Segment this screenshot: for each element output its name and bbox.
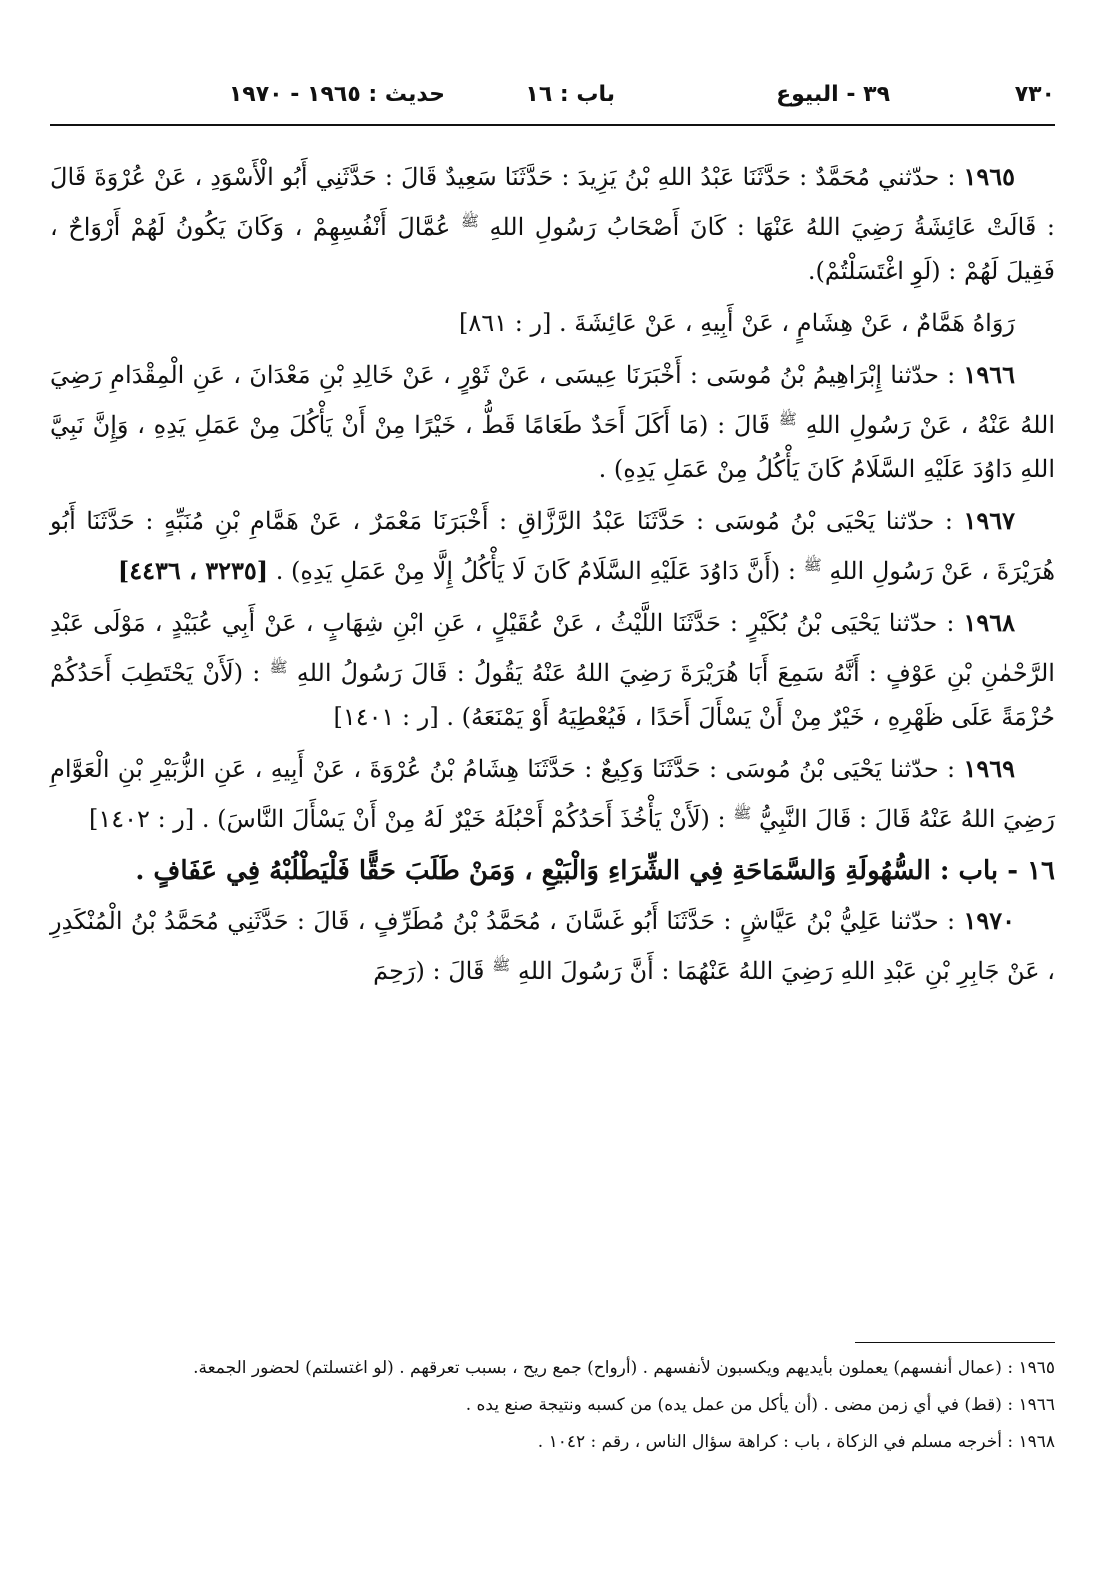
footnote-1965: ١٩٦٥ : (عمال أنفسهم) يعملون بأيديهم ويكسبون لأنفسهم . (أرواح) جمع ريح ، بسبب تعرقهم . (لو اغتسلتم) لحضور الجمعة. [193,1358,1055,1378]
hadith-number: ١٩٧٠ [963,906,1015,935]
hadith-text: : حدّثنا يَحْيَى بْنُ مُوسَى : حَدَّثَنَا وَكِيعٌ : حَدَّثَنَا هِشَامُ بْنُ عُرْوَةَ ، عَنْ أَبِيهِ ، عَنِ الزُّبَيْرِ بْنِ الْعَوَّامِ رَضِيَ اللهُ عَنْهُ قَالَ : قَالَ النَّبِيُّ [50,755,1055,833]
hadith-text: : (لَأَنْ يَحْتَطِبَ أَحَدُكُمْ حُزْمَةً عَلَى ظَهْرِهِ ، خَيْرٌ مِنْ أَنْ يَسْأَلَ أَحَدًا ، فَيُعْطِيَهُ أَوْ يَمْنَعَهُ) . [50,659,1055,731]
hadith-text: : حدّثنا يَحْيَى بْنُ مُوسَى : حَدَّثَنَا عَبْدُ الرَّزَّاقِ : أَخْبَرَنَا مَعْمَرٌ ، عَنْ هَمَّامِ بْنِ مُنَبِّهٍ : حَدَّثَنَا أَبُو هُرَيْرَةَ ، عَنْ رَسُولِ اللهِ [50,507,1055,585]
hadith-number: ١٩٦٧ [963,506,1015,535]
hadith-1967 [50,499,1055,593]
hadith-1966 [50,353,1055,491]
chapter-number: باب : ١٦ [525,82,615,107]
footnote-1968: ١٩٦٨ : أخرجه مسلم في الزكاة ، باب : كراهة سؤال الناس ، رقم : ١٠٤٢ . [537,1432,1055,1452]
salutation-glyph: ﷺ [733,804,752,822]
salutation-glyph: ﷺ [778,410,797,428]
hadith-1965 [50,155,1055,293]
hadith-1969 [50,747,1055,841]
footnote-separator [855,1342,1055,1343]
page-number: ٧٣٠ [1014,82,1055,107]
hadith-text: : (أَنَّ دَاوُدَ عَلَيْهِ السَّلَامُ كَانَ لَا يَأْكُلُ إِلَّا مِنْ عَمَلِ يَدِهِ) . [275,557,797,585]
hadith-range: حديث : ١٩٦٥ - ١٩٧٠ [228,82,445,107]
hadith-number: ١٩٦٨ [963,608,1015,637]
chapter-heading: ١٦ - باب : السُّهُولَةِ وَالسَّمَاحَةِ فِي الشِّرَاءِ وَالْبَيْعِ ، وَمَنْ طَلَبَ حَقًّا فَلْيَطْلُبْهُ فِي عَفَافٍ . [135,856,1055,886]
footnote-1966: ١٩٦٦ : (قط) في أي زمن مضى . (أن يأكل من عمل يده) من كسبه ونتيجة صنع يده . [465,1395,1055,1415]
salutation-glyph: ﷺ [269,658,288,676]
cross-reference: [ر : ١٤٠٢] [89,805,195,833]
hadith-text: : حدّثنا يَحْيَى بْنُ بُكَيْرٍ : حَدَّثَنَا اللَّيْثُ ، عَنْ عُقَيْلٍ ، عَنِ ابْنِ شِهَابٍ ، عَنْ أَبِي عُبَيْدٍ ، مَوْلَى عَبْدِ الرَّحْمٰنِ بْنِ عَوْفٍ : أَنَّهُ سَمِعَ أَبَا هُرَيْرَةَ رَضِيَ اللهُ عَنْهُ يَقُولُ : قَالَ رَسُولُ اللهِ [50,609,1055,687]
hadith-text: قَالَ : (مَا أَكَلَ أَحَدٌ طَعَامًا قَطُّ ، خَيْرًا مِنْ أَنْ يَأْكُلَ مِنْ عَمَلِ يَدِهِ ، وَإِنَّ نَبِيَّ اللهِ دَاوُدَ عَلَيْهِ السَّلَامُ كَانَ يَأْكُلُ مِنْ عَمَلِ يَدِهِ) . [50,411,1055,483]
hadith-1970 [50,899,1055,993]
hadith-number: ١٩٦٥ [963,162,1015,191]
header-rule [50,124,1055,126]
hadith-number: ١٩٦٩ [963,754,1015,783]
salutation-glyph: ﷺ [803,556,822,574]
cross-reference: [٣٢٣٥ ، ٤٤٣٦] [117,556,269,585]
hadith-number: ١٩٦٦ [963,360,1015,389]
cross-reference: [ر : ١٤٠١] [333,703,439,731]
hadith-text: : حدّثنا عَلِيُّ بْنُ عَيَّاشٍ : حَدَّثَنَا أَبُو غَسَّانَ ، مُحَمَّدُ بْنُ مُطَرِّفٍ ، قَالَ : حَدَّثَنِي مُحَمَّدُ بْنُ الْمُنْكَدِرِ ، عَنْ جَابِرِ بْنِ عَبْدِ اللهِ رَضِيَ اللهُ عَنْهُمَا : أَنَّ رَسُولَ اللهِ [50,907,1055,985]
hadith-1968 [50,601,1055,739]
footnotes [50,1352,1055,1463]
book-title: ٣٩ - البيوع [776,82,890,107]
cross-reference: [ر : ٨٦١] [459,309,552,337]
salutation-glyph: ﷺ [460,212,479,230]
main-text [50,155,1055,1001]
hadith-text: قَالَ : (رَحِمَ [373,957,485,985]
page-header [50,78,1055,118]
hadith-text: عُمَّالَ أَنْفُسِهِمْ ، وَكَانَ يَكُونُ لَهُمْ أَرْوَاحٌ ، فَقِيلَ لَهُمْ : (لَوِ اغْتَسَلْتُمْ). [50,213,1055,285]
hadith-1965-tail [50,301,1055,345]
hadith-text: : حدّثني مُحَمَّدٌ : حَدَّثَنَا عَبْدُ اللهِ بْنُ يَزِيدَ : حَدَّثَنَا سَعِيدٌ قَالَ : حَدَّثَنِي أَبُو الْأَسْوَدِ ، عَنْ عُرْوَةَ قَالَ : قَالَتْ عَائِشَةُ رَضِيَ اللهُ عَنْهَا : كَانَ أَصْحَابُ رَسُولِ اللهِ [50,163,1055,241]
hadith-text: : (لَأَنْ يَأْخُذَ أَحَدُكُمْ أَحْبُلَهُ خَيْرٌ لَهُ مِنْ أَنْ يَسْأَلَ النَّاسَ) . [201,805,726,833]
hadith-text: : حدّثنا إِبْرَاهِيمُ بْنُ مُوسَى : أَخْبَرَنَا عِيسَى ، عَنْ ثَوْرٍ ، عَنْ خَالِدِ بْنِ مَعْدَانَ ، عَنِ الْمِقْدَامِ رَضِيَ اللهُ عَنْهُ ، عَنْ رَسُولِ اللهِ [50,361,1055,439]
salutation-glyph: ﷺ [492,956,511,974]
narration-note: رَوَاهُ هَمَّامٌ ، عَنْ هِشَامٍ ، عَنْ أَبِيهِ ، عَنْ عَائِشَةَ . [559,309,1015,337]
